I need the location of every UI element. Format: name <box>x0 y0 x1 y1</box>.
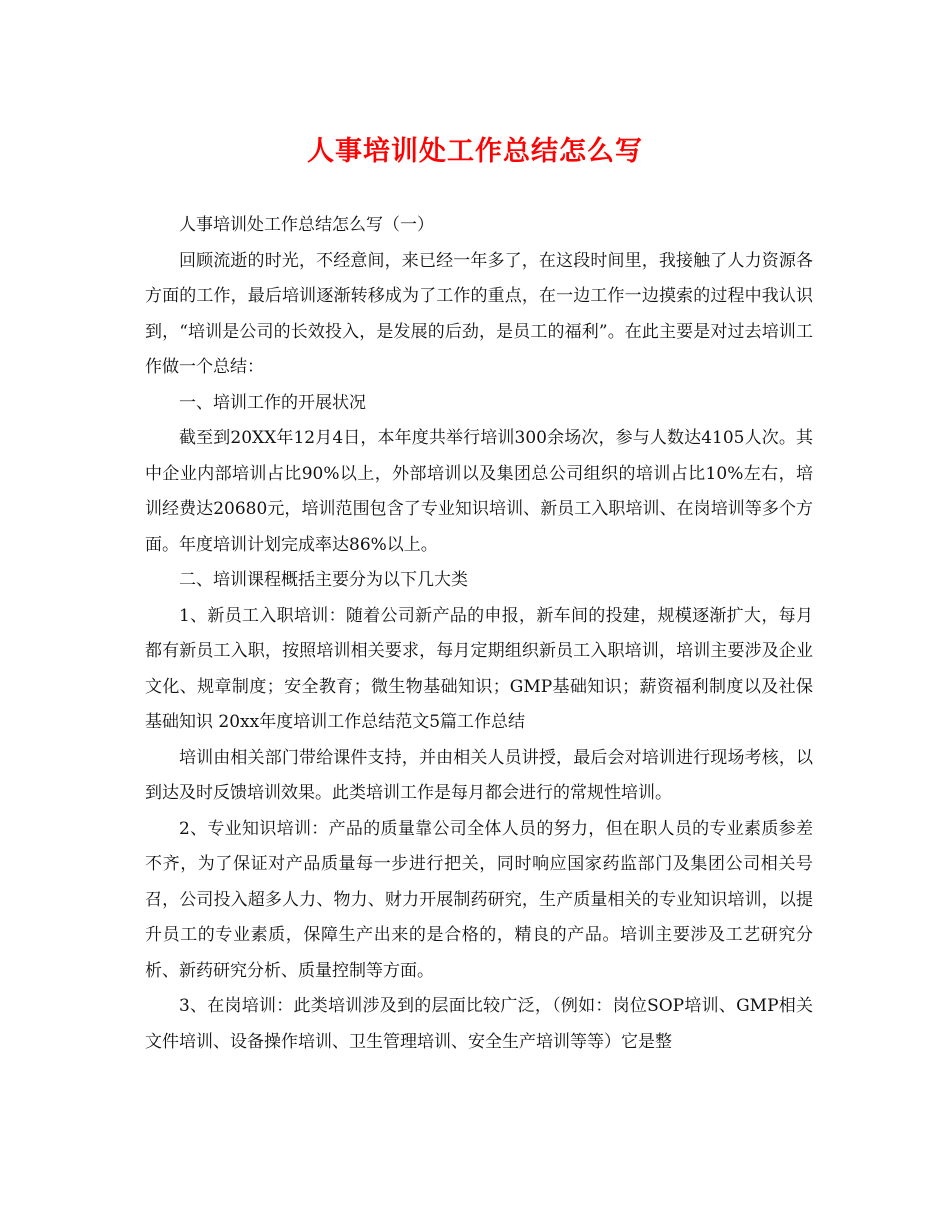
paragraph-training-support: 培训由相关部门带给课件支持，并由相关人员讲授，最后会对培训进行现场考核，以到达及时反馈培训效果。此类培训工作是每月都会进行的常规性培训。 <box>145 747 813 803</box>
document-body <box>145 208 813 1060</box>
paragraph-intro: 回顾流逝的时光，不经意间，来已经一年多了，在这段时间里，我接触了人力资源各方面的工作，最后培训逐渐转移成为了工作的重点，在一边工作一边摸索的过程中我认识到，“培训是公司的长效投入，是发展的后劲，是员工的福利”。在此主要是对过去培训工作做一个总结： <box>145 250 813 377</box>
paragraph-new-employee-training: 1、新员工入职培训：随着公司新产品的申报，新车间的投建，规模逐渐扩大，每月都有新员工入职，按照培训相关要求，每月定期组织新员工入职培训，培训主要涉及企业文化、规章制度；安全教育；微生物基础知识；GMP基础知识；薪资福利制度以及社保基础知识 20xx年度培训工作总结范文5篇工作总结 <box>145 605 813 732</box>
paragraph-on-the-job-training: 3、在岗培训：此类培训涉及到的层面比较广泛，（例如：岗位SOP培训、GMP相关文件培训、设备操作培训、卫生管理培训、安全生产培训等等）它是整 <box>145 996 813 1052</box>
paragraph-heading-part-one: 人事培训处工作总结怎么写（一） <box>179 215 434 235</box>
paragraph-training-statistics: 截至到20XX年12月4日，本年度共举行培训300余场次，参与人数达4105人次。其中企业内部培训占比90%以上，外部培训以及集团总公司组织的培训占比10%左右，培训经费达20680元，培训范围包含了专业知识培训、新员工入职培训、在岗培训等多个方面。年度培训计划完成率达86%以上。 <box>145 428 813 555</box>
section-heading-training-status: 一、培训工作的开展状况 <box>179 392 366 413</box>
document-title: 人事培训处工作总结怎么写 <box>307 136 643 167</box>
paragraph-professional-training: 2、专业知识培训：产品的质量靠公司全体人员的努力，但在职人员的专业素质参差不齐，为了保证对产品质量每一步进行把关，同时响应国家药监部门及集团公司相关号召，公司投入超多人力、物力、财力开展制药研究，生产质量相关的专业知识培训，以提升员工的专业素质，保障生产出来的是合格的，精良的产品。培训主要涉及工艺研究分析、新药研究分析、质量控制等方面。 <box>145 818 813 981</box>
section-heading-course-categories: 二、培训课程概括主要分为以下几大类 <box>179 570 468 590</box>
